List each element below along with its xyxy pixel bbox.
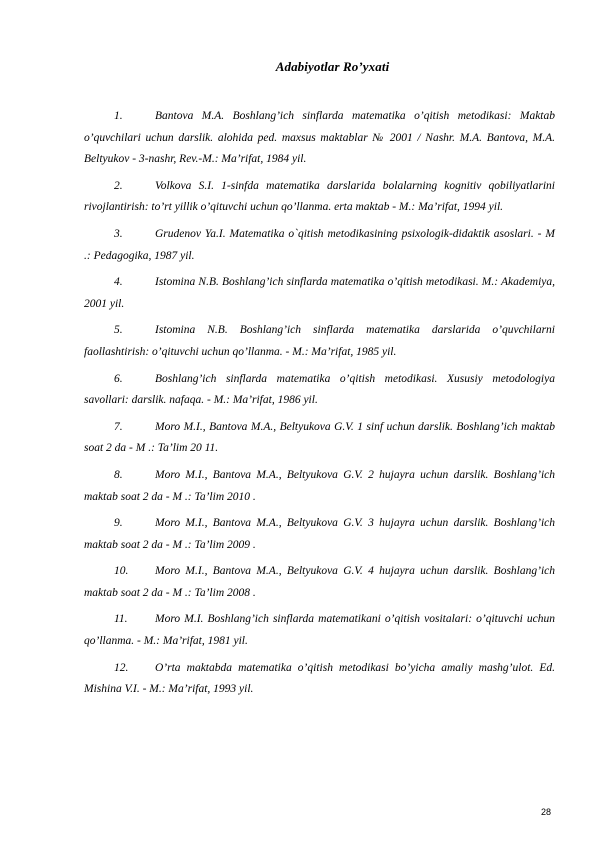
reference-item	[84, 272, 555, 315]
reference-item	[84, 369, 555, 412]
reference-number: 11.	[114, 613, 128, 626]
reference-text: Moro M.I., Bantova M.A., Beltyukova G.V. 1 sinf uchun darslik. Boshlang’ich maktab soat 2 da - M .: Ta’lim 20 11.	[84, 420, 555, 455]
reference-item	[84, 176, 555, 219]
reference-number: 1.	[114, 110, 123, 122]
reference-item	[84, 106, 555, 171]
reference-number: 3.	[114, 227, 123, 240]
page-number: 28	[540, 807, 551, 817]
reference-number: 8.	[114, 468, 123, 481]
reference-item	[84, 609, 555, 652]
page-title: Adabiyotlar Ro’yxati	[275, 59, 390, 74]
reference-text: Istomina N.B. Boshlang’ich sinflarda matematika darslarida o’quvchilarni faollashtirish: o’qituvchi uchun qo’llanma. - M.: Ma’rifat, 1985 yil.	[84, 324, 555, 358]
reference-text: Moro M.I., Bantova M.A., Beltyukova G.V. 4 hujayra uchun darslik. Boshlang’ich maktab soat 2 da - M .: Ta’lim 2008 .	[84, 565, 555, 599]
reference-text: Grudenov Ya.I. Matematika o`qitish metodikasining psixologik-didaktik asoslari. - M .: Pedagogika, 1987 yil.	[84, 227, 555, 262]
reference-item	[84, 417, 555, 460]
reference-text: Volkova S.I. 1-sinfda matematika darslarida bolalarning kognitiv qobiliyatlarini rivojlantirish: to’rt yillik o’qituvchi uchun qo’llanma. erta maktab - M.: Ma’rifat, 1994 yil.	[84, 179, 555, 214]
reference-text: O’rta maktabda matematika o’qitish metodikasi bo’yicha amaliy mashg’ulot. Ed. Mishina V.I. - M.: Ma’rifat, 1993 yil.	[84, 661, 555, 696]
reference-number: 5.	[114, 324, 123, 337]
reference-number: 12.	[114, 661, 129, 674]
reference-text: Bantova M.A. Boshlang’ich sinflarda matematika o’qitish metodikasi: Maktab o’quvchilari uchun darslik. alohida ped. maxsus maktablar № 2001 / Nashr. M.A. Bantova, M.A. Beltyukov - 3-nashr, Rev.-M.: Ma’rifat, 1984 yil.	[84, 110, 555, 166]
reference-text: Moro M.I., Bantova M.A., Beltyukova G.V. 2 hujayra uchun darslik. Boshlang’ich maktab soat 2 da - M .: Ta’lim 2010 .	[84, 468, 555, 503]
reference-number: 7.	[114, 420, 123, 433]
reference-item	[84, 561, 555, 604]
reference-number: 10.	[114, 565, 129, 578]
reference-item	[84, 224, 555, 267]
reference-number: 6.	[114, 372, 123, 385]
reference-text: Istomina N.B. Boshlang’ich sinflarda matematika o’qitish metodikasi. M.: Akademiya, 2001 yil.	[84, 276, 555, 310]
reference-text: Moro M.I., Bantova M.A., Beltyukova G.V. 3 hujayra uchun darslik. Boshlang’ich maktab soat 2 da - M .: Ta’lim 2009 .	[84, 517, 555, 551]
reference-number: 4.	[114, 276, 123, 289]
reference-item	[84, 658, 555, 701]
reference-text: Boshlang’ich sinflarda matematika o’qitish metodikasi. Xususiy metodologiya savollari: darslik. nafaqa. - M.: Ma’rifat, 1986 yil.	[84, 372, 555, 407]
reference-item	[84, 465, 555, 508]
reference-number: 2.	[114, 179, 123, 192]
reference-list	[84, 106, 555, 706]
reference-item	[84, 513, 555, 556]
reference-text: Moro M.I. Boshlang’ich sinflarda matematikani o’qitish vositalari: o’qituvchi uchun qo’llanma. - M.: Ma’rifat, 1981 yil.	[84, 613, 555, 648]
reference-number: 9.	[114, 517, 123, 530]
reference-item	[84, 320, 555, 363]
